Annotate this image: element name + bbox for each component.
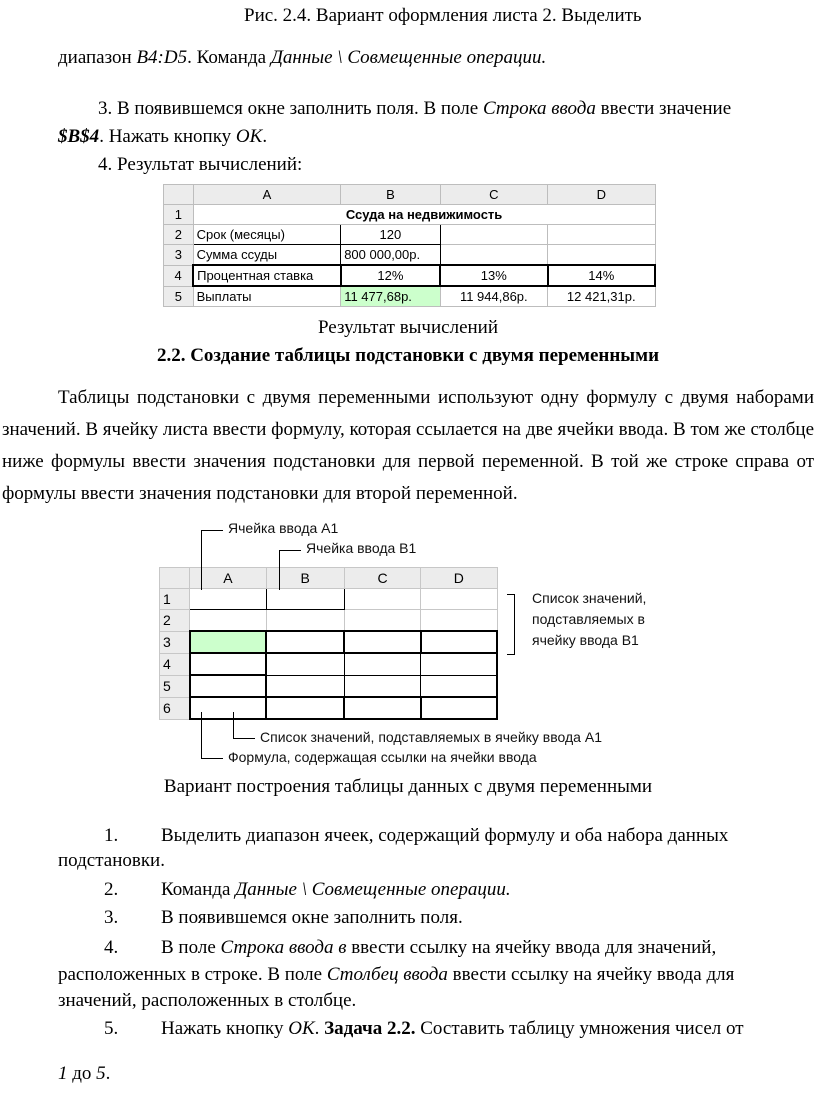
leader-a1-vertical (201, 530, 202, 590)
cell (266, 631, 344, 653)
col-header: C (440, 185, 547, 205)
leader-list-a1-horizontal (233, 738, 255, 739)
row-header: 6 (160, 697, 190, 719)
caption-two-var: Вариант построения таблицы данных с двумя переменными (163, 776, 653, 797)
step-2-text (161, 878, 511, 902)
cell-a4: Процентная ставка (193, 265, 341, 286)
leader-list-a1-vertical (233, 712, 234, 738)
cell (344, 675, 420, 697)
cell (266, 675, 344, 697)
cell (421, 589, 497, 610)
text: . (314, 1018, 325, 1039)
cell-d4: 14% (548, 265, 655, 286)
cell (190, 653, 266, 675)
col-header: A (190, 568, 266, 589)
row-header: 2 (164, 225, 194, 245)
step-5-number: 5. (104, 1018, 119, 1039)
sheet-title: Ссуда на недвижимость (193, 205, 655, 225)
cell (421, 631, 497, 653)
annotation-list-a1: Список значений, подставляемых в ячейку ввода A1 (260, 729, 602, 745)
line-fig-caption: Рис. 2.4. Вариант оформления листа 2. Выделить (244, 5, 642, 26)
bracket-right-bottom (507, 654, 515, 655)
text: Команда (161, 879, 236, 900)
text: диапазон (58, 47, 137, 68)
cell (344, 631, 420, 653)
corner-cell (160, 568, 190, 589)
annotation-line: Список значений, (532, 590, 647, 606)
row-header: 1 (160, 589, 190, 610)
cell (190, 675, 266, 697)
cell (190, 610, 266, 632)
cell-ref: $B$4 (58, 126, 100, 147)
text: ввести ссылку на ячейку ввода для (447, 964, 735, 985)
row-header: 4 (164, 265, 194, 286)
cell-c5: 11 944,86р. (440, 286, 547, 307)
cell (421, 697, 497, 719)
row-header: 3 (160, 631, 190, 653)
step-5-text (161, 1017, 744, 1041)
menu-path: Данные \ Совмещенные операции. (235, 879, 511, 900)
step-4-text (161, 936, 716, 960)
cell-d5: 12 421,31р. (548, 286, 655, 307)
number: 1 (58, 1063, 68, 1084)
ok-label: OK (288, 1018, 315, 1039)
diagram-sheet (159, 567, 498, 720)
leader-formula-vertical (201, 712, 202, 758)
item-3 (98, 97, 731, 121)
item-3-cont (58, 125, 267, 149)
annotation-input-a1: Ячейка ввода A1 (228, 520, 339, 536)
cell (421, 675, 497, 697)
cell-b4: 12% (341, 265, 440, 286)
cell-b3: 800 000,00р. (341, 245, 440, 266)
section-heading: 2.2. Создание таблицы подстановки с двумя переменными (156, 345, 660, 366)
cell (421, 610, 497, 632)
item-4: 4. Результат вычислений: (98, 154, 303, 175)
text: расположенных в строке. В поле (58, 964, 327, 985)
col-header: A (193, 185, 341, 205)
text: до (67, 1063, 97, 1084)
leader-b1-horizontal (279, 550, 301, 551)
cell (266, 697, 344, 719)
annotation-input-b1: Ячейка ввода B1 (306, 540, 417, 556)
menu-path: Данные \ Совмещенные операции. (270, 47, 547, 68)
step-3-text: В появившемся окне заполнить поля. (161, 907, 463, 928)
cell-a5: Выплаты (193, 286, 341, 307)
text: . (262, 126, 268, 147)
col-header: B (266, 568, 344, 589)
corner-cell (164, 185, 194, 205)
bracket-right-vertical (514, 594, 515, 654)
step-4-line3: значений, расположенных в столбце. (58, 990, 357, 1011)
annotation-line: подставляемых в (532, 611, 645, 627)
caption-result: Результат вычислений (317, 317, 499, 338)
formula-cell (190, 631, 266, 653)
cell-c2 (440, 225, 547, 245)
number: 5 (96, 1063, 106, 1084)
col-header: D (548, 185, 655, 205)
step-1 (104, 824, 118, 848)
cell-c3 (440, 245, 547, 266)
text: . Команда (187, 47, 271, 68)
step-4-line2 (58, 963, 734, 987)
result-sheet (163, 184, 656, 307)
step-1-cont: подстановки. (58, 850, 165, 871)
cell-a1 (190, 589, 266, 610)
text: . Нажать кнопку (99, 126, 236, 147)
cell-b5: 11 477,68р. (341, 286, 440, 307)
text: . (105, 1063, 111, 1084)
last-line (58, 1062, 110, 1086)
row-header: 1 (164, 205, 194, 225)
step-1-text: Выделить диапазон ячеек, содержащий формулу и оба набора данных (161, 825, 729, 846)
row-header: 3 (164, 245, 194, 266)
text: ввести ссылку на ячейку ввода для значений, (346, 937, 717, 958)
leader-formula-horizontal (201, 758, 223, 759)
text: Нажать кнопку (161, 1018, 289, 1039)
cell-b1 (266, 589, 344, 610)
row-header: 5 (164, 286, 194, 307)
cell (344, 589, 420, 610)
col-header: C (344, 568, 420, 589)
col-header: B (341, 185, 440, 205)
cell (344, 653, 420, 675)
leader-a1-horizontal (201, 530, 223, 531)
line-range (58, 46, 546, 70)
bracket-right-top (507, 594, 515, 595)
cell (266, 653, 344, 675)
field-name: Строка ввода в (220, 937, 347, 958)
step-4-number: 4. (104, 937, 119, 958)
step-number: 1. (104, 825, 119, 846)
task-label: Задача 2.2. (324, 1018, 416, 1039)
leader-b1-vertical (279, 550, 280, 590)
cell (344, 610, 420, 632)
cell (266, 610, 344, 632)
col-header: D (421, 568, 497, 589)
field-name: Строка ввода (482, 98, 596, 119)
range-ref: B4:D5 (136, 47, 188, 68)
row-header: 4 (160, 653, 190, 675)
cell-a3: Сумма ссуды (193, 245, 341, 266)
text: Составить таблицу умножения чисел от (415, 1018, 744, 1039)
row-header: 5 (160, 675, 190, 697)
annotation-list-b1 (532, 588, 646, 651)
step-2-number: 2. (104, 879, 119, 900)
cell-d3 (548, 245, 655, 266)
annotation-formula: Формула, содержащая ссылки на ячейки ввода (228, 749, 537, 765)
cell-b2: 120 (341, 225, 440, 245)
step-3-number: 3. (104, 907, 119, 928)
cell-d2 (548, 225, 655, 245)
annotation-line: ячейку ввода B1 (532, 632, 639, 648)
field-name: Столбец ввода (326, 964, 448, 985)
row-header: 2 (160, 610, 190, 632)
cell-c4: 13% (440, 265, 547, 286)
text: В поле (161, 937, 221, 958)
text: ввести значение (595, 98, 732, 119)
ok-label: OK (235, 126, 263, 147)
cell (344, 697, 420, 719)
cell (421, 653, 497, 675)
body-paragraph: Таблицы подстановки с двумя переменными используют одну формулу с двумя наборами значений. В ячейку листа ввести формулу, которая ссылается на две ячейки ввода. В том же столбце ниже формулы ввести значения подстановки для первой переменной. В той же строке справа от формулы ввести значения подстановки для второй переменной. (2, 387, 814, 504)
text: 3. В появившемся окне заполнить поля. В поле (98, 98, 483, 119)
cell-a2: Срок (месяцы) (193, 225, 341, 245)
